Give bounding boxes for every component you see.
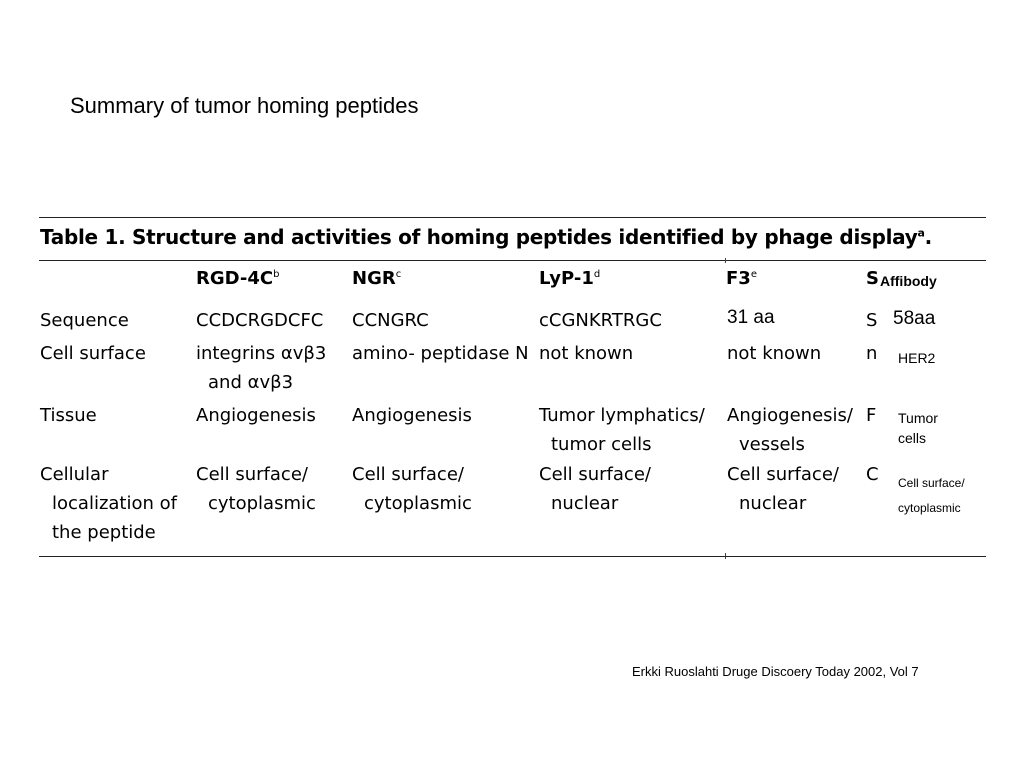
cell-surface-rgd-4c-line-1: integrins αvβ3 bbox=[196, 343, 327, 364]
localization-lyp-1-line-1: Cell surface/ bbox=[539, 464, 651, 485]
affibody-tissue bbox=[898, 408, 938, 448]
tissue-ngr: Angiogenesis bbox=[352, 405, 472, 426]
table-header-rule bbox=[39, 260, 986, 261]
cell-sequence-rgd-4c: CCDCRGDCFC bbox=[196, 310, 324, 331]
localization-rgd-4c-line-1: Cell surface/ bbox=[196, 464, 308, 485]
column-header-f3-footnote: e bbox=[750, 269, 757, 280]
tissue-rgd-4c: Angiogenesis bbox=[196, 405, 316, 426]
affibody-tissue-line-1: Tumor bbox=[898, 410, 938, 426]
affibody-localization bbox=[898, 471, 965, 521]
clipped-column-header-glyph: S bbox=[866, 268, 879, 289]
table-bottom-rule bbox=[39, 556, 986, 557]
column-header-ngr-footnote: c bbox=[395, 269, 402, 280]
column-header-ngr bbox=[352, 268, 401, 289]
localization-ngr-line-2: cytoplasmic bbox=[364, 493, 472, 514]
cell-sequence-ngr: CCNGRC bbox=[352, 310, 429, 331]
cell-surface-ngr: amino- peptidase N bbox=[352, 343, 529, 364]
column-header-rgd-4c-footnote: b bbox=[273, 269, 280, 280]
localization-rgd-4c bbox=[196, 460, 316, 518]
row-label-cell-surface: Cell surface bbox=[40, 343, 146, 364]
localization-lyp-1-line-2: nuclear bbox=[551, 493, 619, 514]
row-label-localization-line-1: Cellular bbox=[40, 464, 109, 485]
affibody-localization-line-1: Cell surface/ bbox=[898, 476, 965, 490]
row-label-localization bbox=[40, 460, 177, 547]
localization-f3 bbox=[727, 460, 839, 518]
tissue-f3-line-1: Angiogenesis/ bbox=[727, 405, 853, 426]
column-header-rgd-4c-name: RGD-4C bbox=[196, 268, 274, 289]
affibody-cell-surface: HER2 bbox=[898, 350, 936, 366]
row-label-localization-line-3: the peptide bbox=[52, 522, 156, 543]
table-caption-text: Table 1. Structure and activities of homing peptides identified by phage display bbox=[40, 225, 918, 249]
affibody-sequence: 58aa bbox=[893, 308, 936, 329]
column-header-lyp-1 bbox=[539, 268, 600, 289]
localization-rgd-4c-line-2: cytoplasmic bbox=[208, 493, 316, 514]
clipped-sequence-glyph: S bbox=[866, 310, 878, 331]
affibody-header: Affibody bbox=[880, 273, 937, 289]
tissue-lyp-1-line-1: Tumor lymphatics/ bbox=[539, 405, 705, 426]
tissue-f3 bbox=[727, 401, 853, 459]
row-label-tissue: Tissue bbox=[40, 405, 97, 426]
column-header-lyp-1-name: LyP-1 bbox=[539, 268, 594, 289]
table-caption-footnote: a bbox=[917, 226, 925, 240]
cell-sequence-f3: 31 aa bbox=[727, 307, 775, 328]
localization-f3-line-2: nuclear bbox=[739, 493, 807, 514]
tissue-lyp-1 bbox=[539, 401, 705, 459]
citation: Erkki Ruoslahti Druge Discoery Today 2002, Vol 7 bbox=[632, 664, 919, 679]
localization-ngr-line-1: Cell surface/ bbox=[352, 464, 464, 485]
localization-f3-line-1: Cell surface/ bbox=[727, 464, 839, 485]
column-edge-mark-top bbox=[725, 258, 726, 263]
table-caption: Table 1. Structure and activities of homing peptides identified by phage display$^a$. bbox=[40, 225, 932, 249]
localization-lyp-1 bbox=[539, 460, 651, 518]
clipped-tissue-glyph: F bbox=[866, 405, 877, 426]
cell-sequence-lyp-1: cCGNKRTRGC bbox=[539, 310, 662, 331]
column-header-f3-name: F3 bbox=[726, 268, 751, 289]
cell-surface-rgd-4c-line-2: and αvβ3 bbox=[208, 372, 294, 393]
cell-surface-lyp-1: not known bbox=[539, 343, 634, 364]
slide-title: Summary of tumor homing peptides bbox=[70, 93, 419, 118]
column-header-ngr-name: NGR bbox=[352, 268, 396, 289]
row-label-sequence: Sequence bbox=[40, 310, 129, 331]
cell-surface-rgd-4c bbox=[196, 339, 326, 397]
column-header-rgd-4c bbox=[196, 268, 279, 289]
table-top-rule bbox=[39, 217, 986, 218]
clipped-cell-surface-glyph: n bbox=[866, 343, 878, 364]
cell-surface-f3: not known bbox=[727, 343, 822, 364]
tissue-f3-line-2: vessels bbox=[739, 434, 805, 455]
affibody-tissue-line-2: cells bbox=[898, 430, 927, 446]
row-label-localization-line-2: localization of bbox=[52, 493, 177, 514]
affibody-localization-line-2: cytoplasmic bbox=[898, 501, 961, 515]
localization-ngr bbox=[352, 460, 472, 518]
clipped-localization-glyph: C bbox=[866, 464, 879, 485]
column-header-f3 bbox=[726, 268, 757, 289]
tissue-lyp-1-line-2: tumor cells bbox=[551, 434, 652, 455]
column-header-lyp-1-footnote: d bbox=[593, 269, 601, 280]
